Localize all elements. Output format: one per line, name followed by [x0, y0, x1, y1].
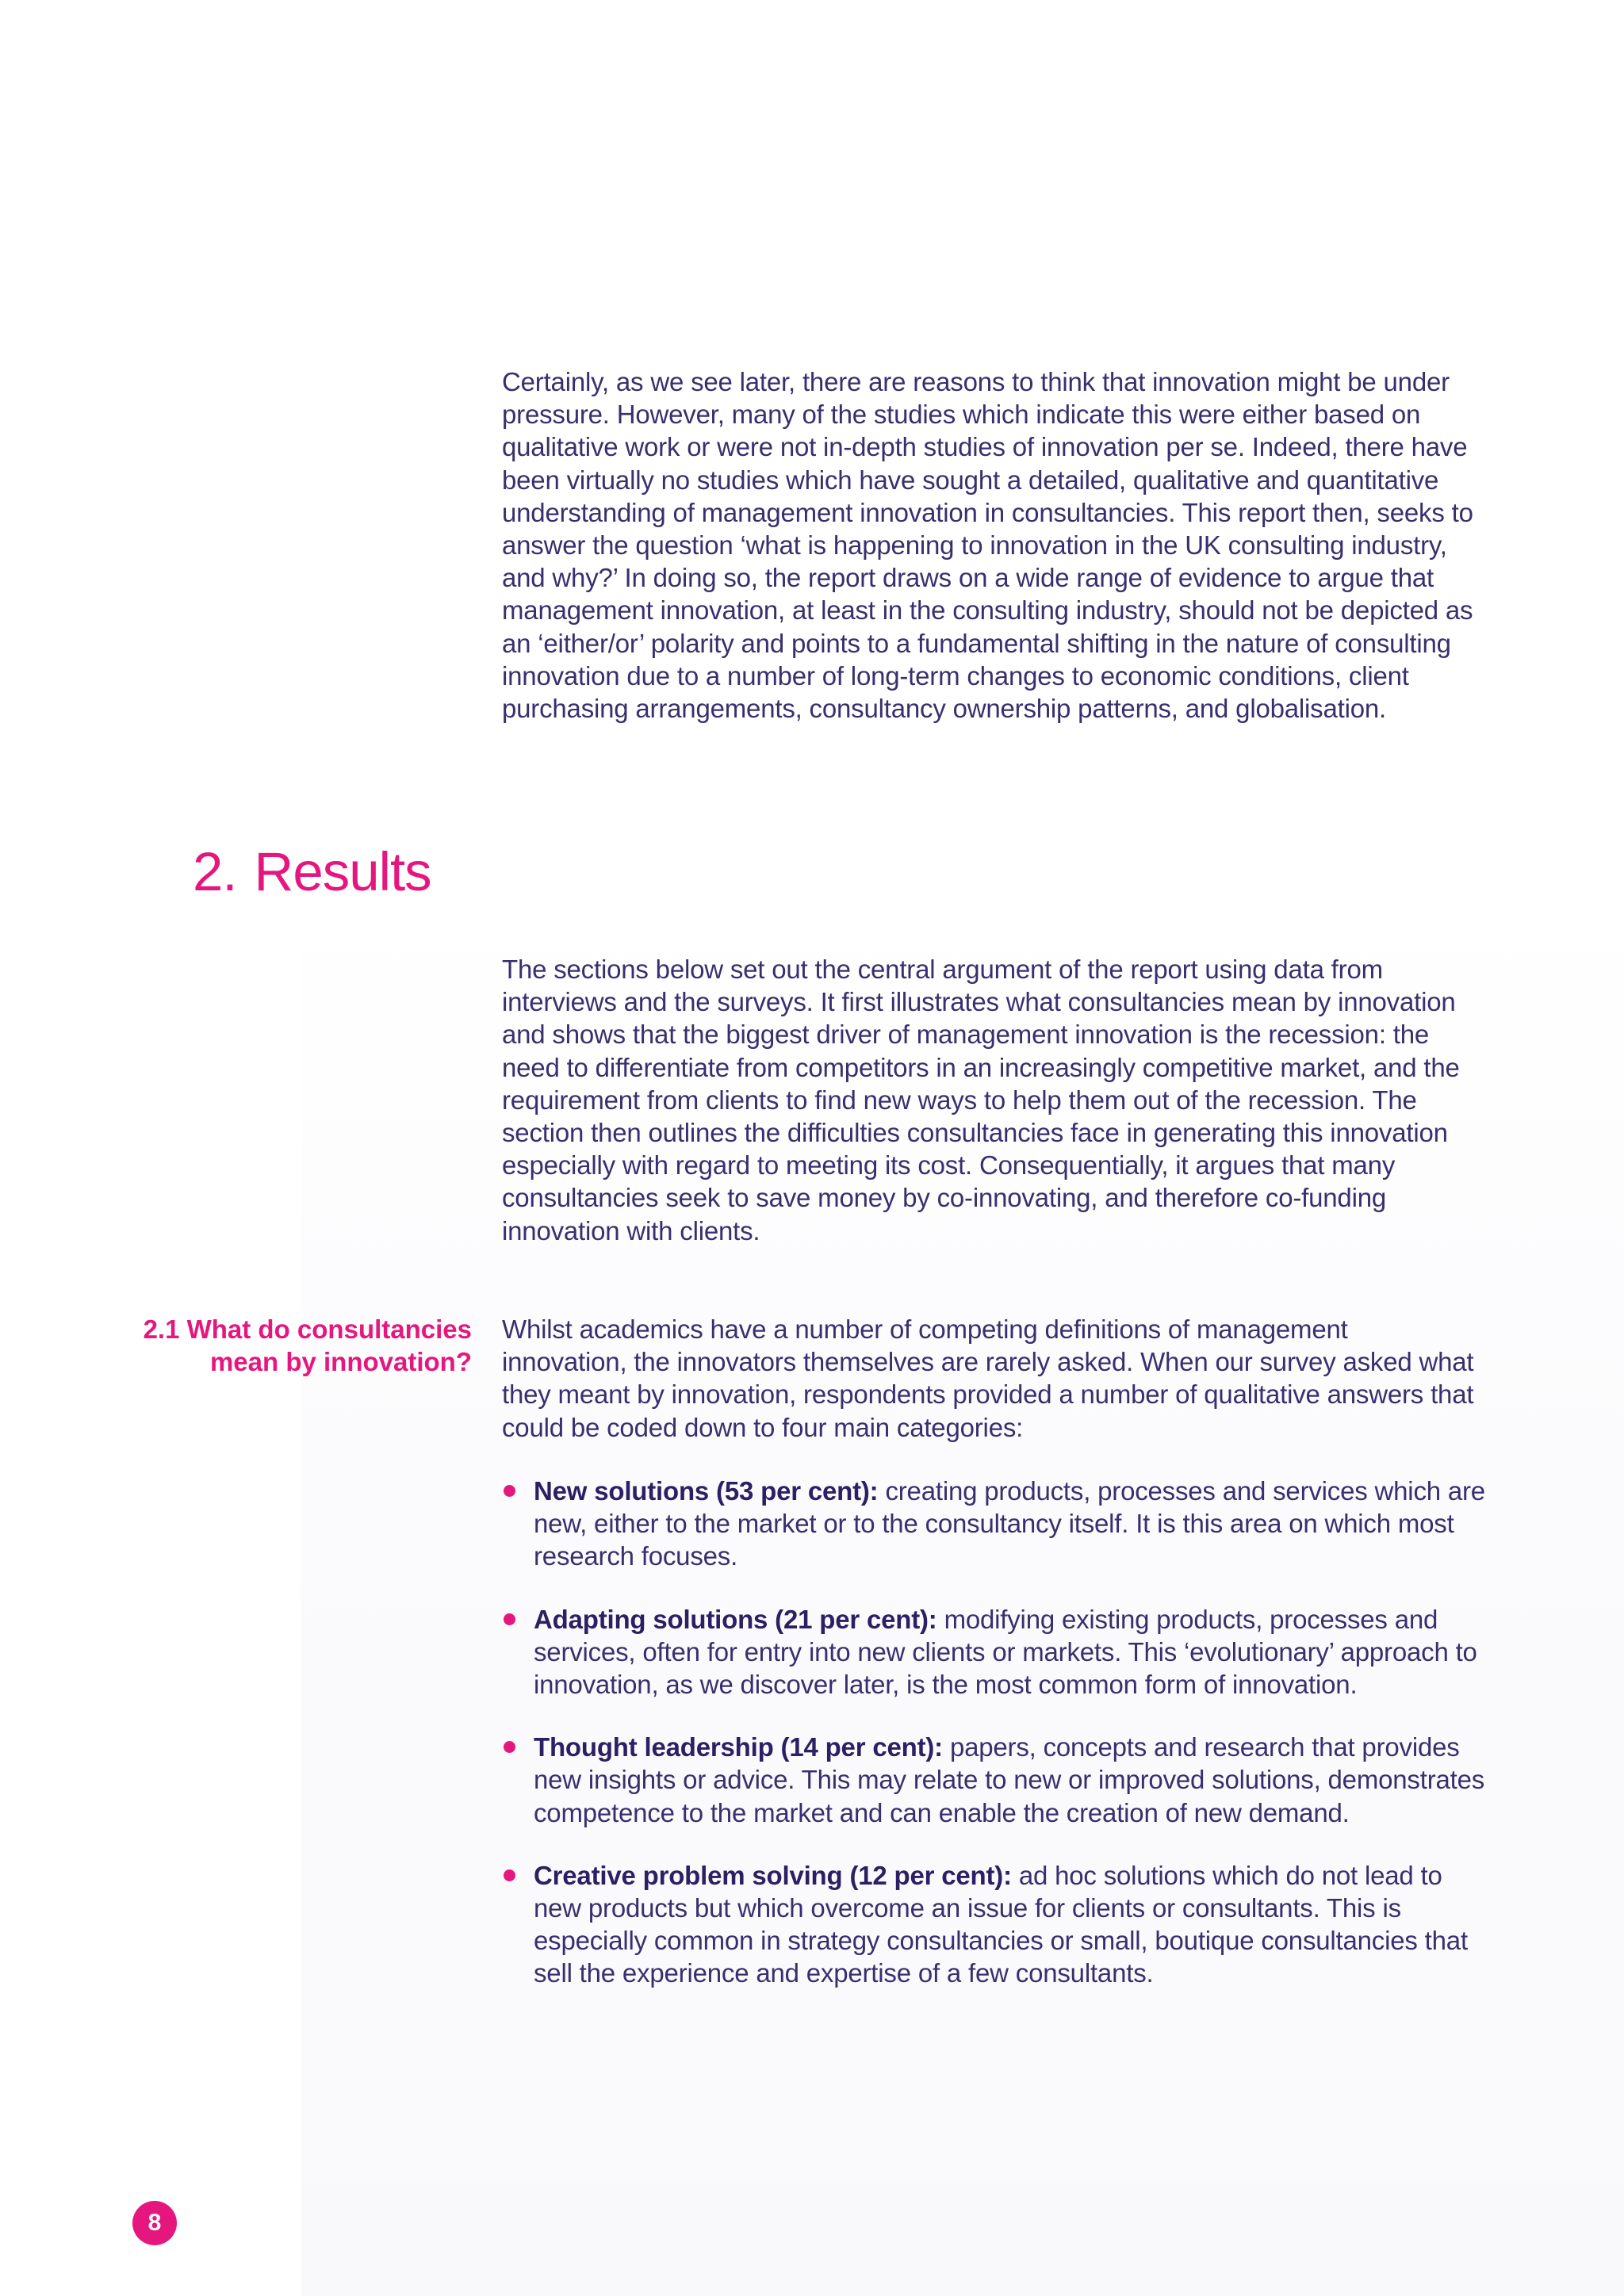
innovation-categories-list [502, 1475, 1485, 2020]
subsection-paragraph: Whilst academics have a number of competing definitions of management innovation, the innovators themselves are rarely asked. When our survey asked what they meant by innovation, respondents provided a number of qualitative answers that could be coded down to four main categories: [502, 1314, 1474, 1442]
list-item [502, 1731, 1485, 1829]
bullet-text: papers, concepts and research that provides new insights or advice. This may relate to new or improved solutions, demonstrates competence to the market and can enable the creation of new demand. [534, 1732, 1485, 1827]
results-paragraph: The sections below set out the central argument of the report using data from interviews and the surveys. It first illustrates what consultancies mean by innovation and shows that the biggest driver of management innovation is the recession: the need to differentiate from competitors in an increasingly competitive market, and the requirement from clients to find new ways to help them out of the recession. The section then outlines the difficulties consultancies face in generating this innovation especially with regard to meeting its cost. Consequentially, it argues that many consultancies seek to save money by co-innovating, and therefore co-funding innovation with clients. [502, 955, 1460, 1246]
list-item [502, 1475, 1485, 1573]
bullet-icon [504, 1485, 515, 1497]
bullet-title: New solutions (53 per cent): [534, 1476, 879, 1506]
intro-paragraph: Certainly, as we see later, there are reasons to think that innovation might be under pressure. However, many of the studies which indicate this were either based on qualitative work or were not in-depth studies of innovation per se. Indeed, there have been virtually no studies which have sought a detailed, qualitative and quantitative understanding of management innovation in consultancies. This report then, seeks to answer the question ‘what is happening to innovation in the UK consulting industry, and why?’ In doing so, the report draws on a wide range of evidence to argue that management innovation, at least in the consulting industry, should not be depicted as an ‘either/or’ polarity and points to a fundamental shifting in the nature of consulting innovation due to a number of long-term changes to economic conditions, client purchasing arrangements, consultancy ownership patterns, and globalisation. [502, 367, 1473, 724]
bullet-text: ad hoc solutions which do not lead to new products but which overcome an issue for clients or consultants. This is especially common in strategy consultancies or small, boutique consultancies that sell the experience and expertise of a few consultants. [534, 1860, 1468, 1988]
list-item [502, 1859, 1485, 1990]
page-number-badge: 8 [132, 2201, 177, 2245]
section-heading [193, 840, 431, 904]
section-number: 2. [193, 841, 237, 902]
bullet-icon [504, 1869, 515, 1881]
list-item [502, 1603, 1485, 1701]
section-title: Results [254, 841, 431, 902]
bullet-text: creating products, processes and services which are new, either to the market or to the consultancy itself. It is this area on which most research focuses. [534, 1476, 1485, 1571]
bullet-title: Creative problem solving (12 per cent): [534, 1860, 1012, 1890]
bullet-text: modifying existing products, processes and services, often for entry into new clients or markets. This ‘evolutionary’ approach to innovation, as we discover later, is the most common form of innovation. [534, 1604, 1477, 1700]
bullet-title: Thought leadership (14 per cent): [534, 1732, 943, 1762]
bullet-icon [504, 1741, 515, 1753]
subsection-heading: 2.1 What do consultancies mean by innovation? [143, 1314, 472, 1377]
bullet-icon [504, 1613, 515, 1625]
bullet-title: Adapting solutions (21 per cent): [534, 1604, 937, 1634]
